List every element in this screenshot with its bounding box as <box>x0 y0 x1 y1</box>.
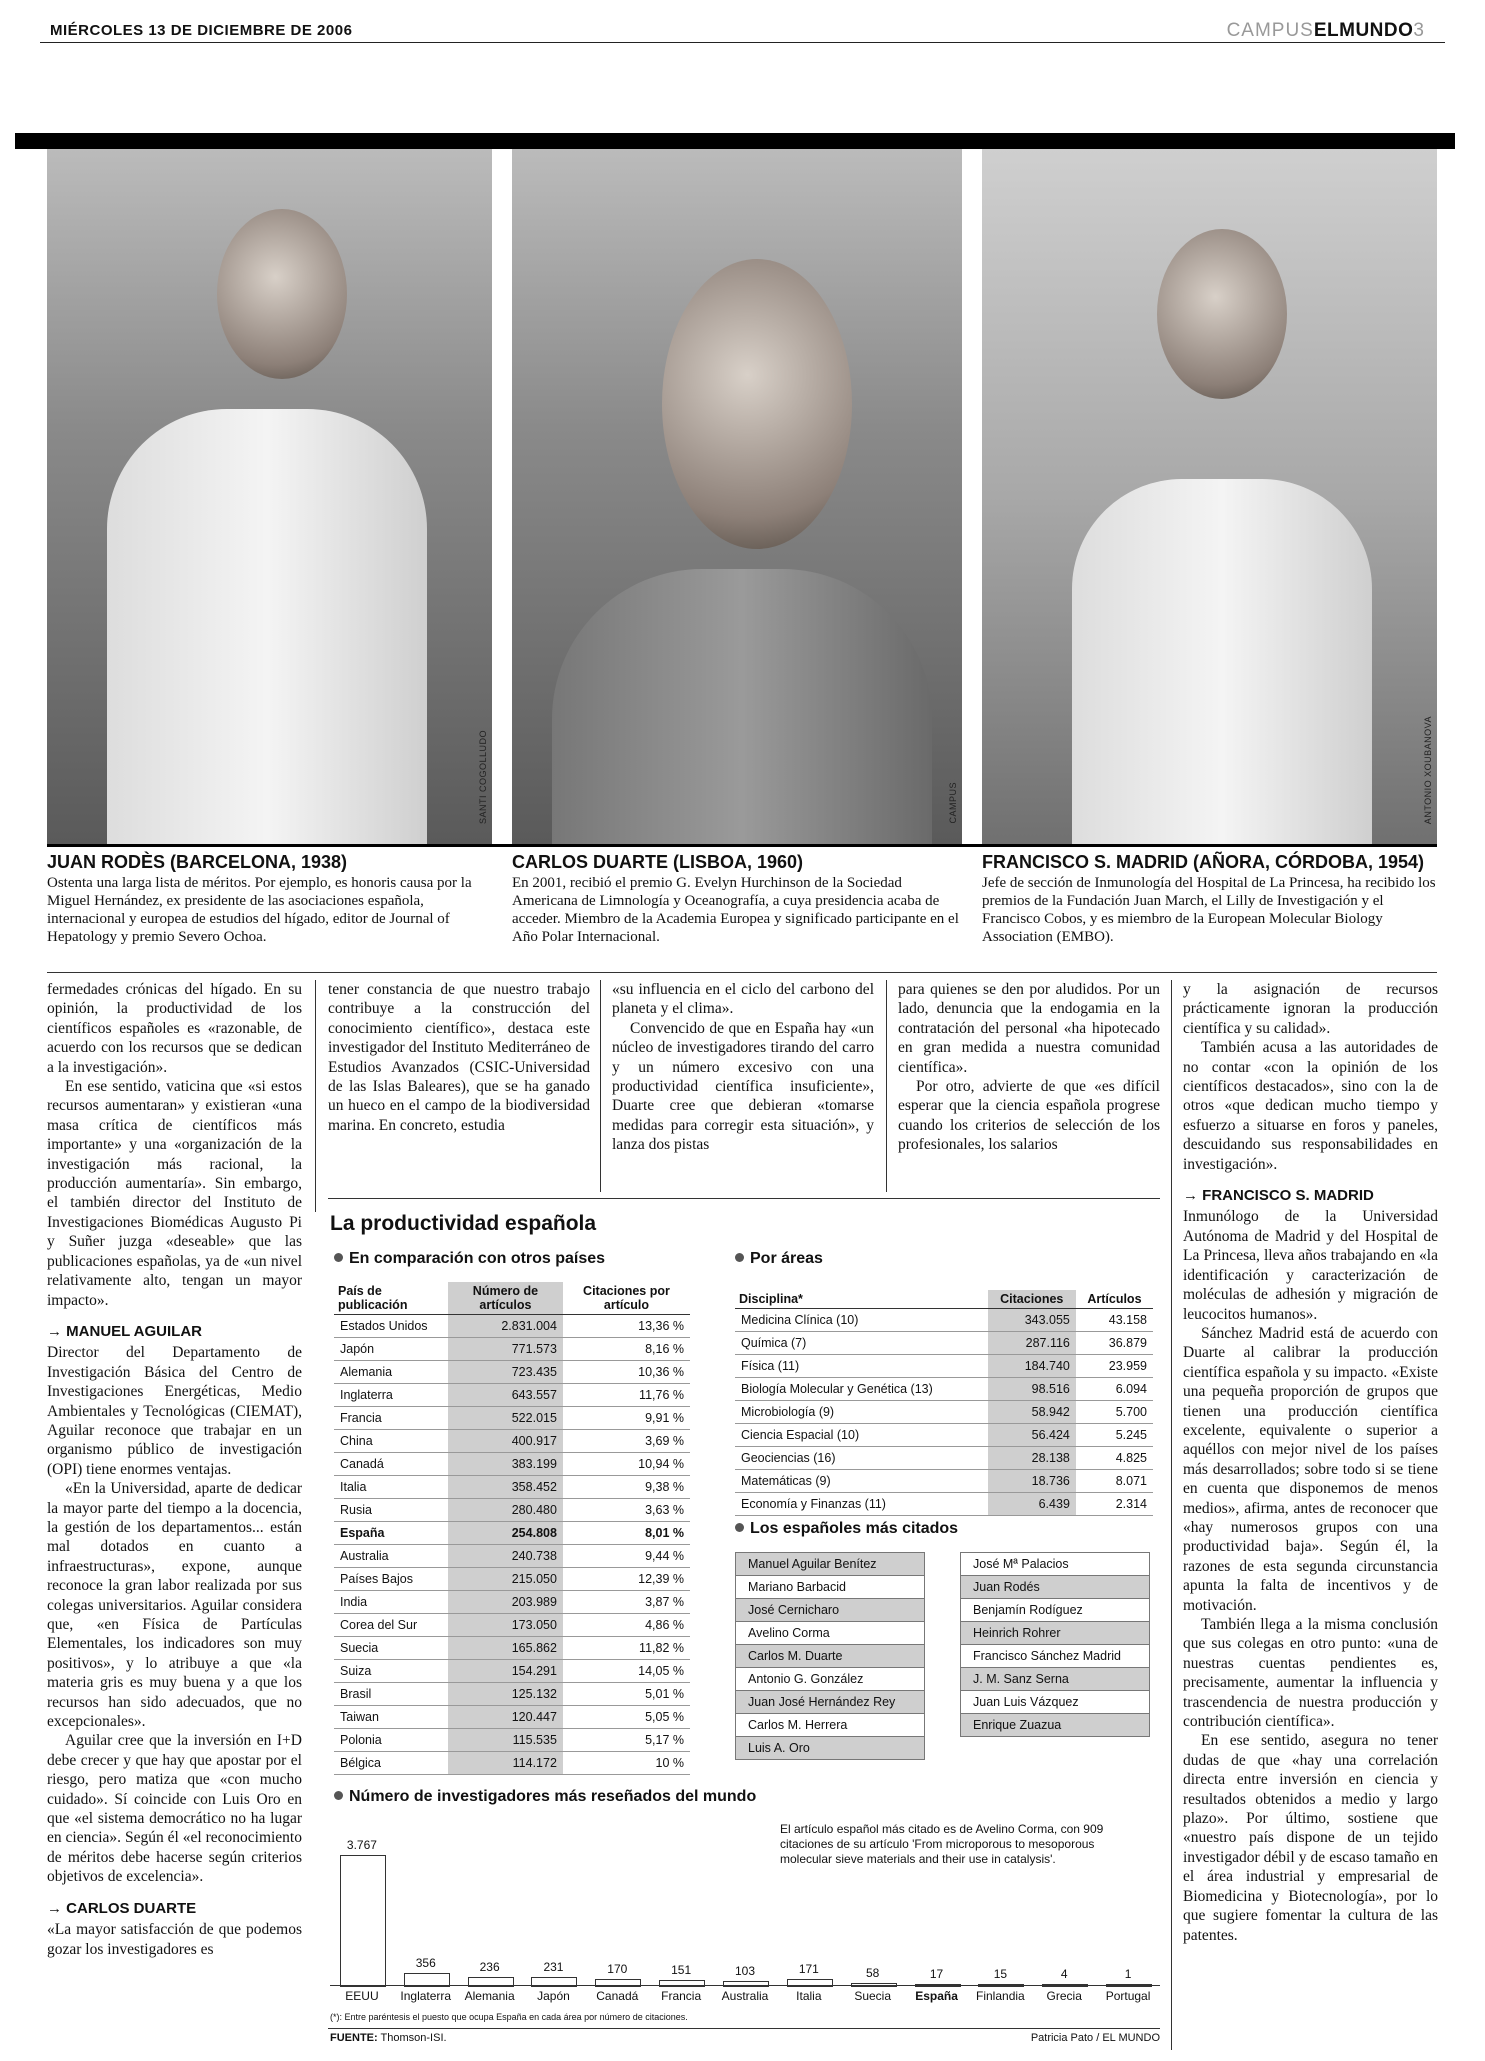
col-header: Disciplina* <box>735 1290 988 1309</box>
country-cell: Italia <box>334 1476 448 1499</box>
photo-credit: SANTI COGOLLUDO <box>478 729 488 824</box>
bar-value-label: 15 <box>993 1967 1008 1981</box>
citations-cell: 98.516 <box>988 1378 1076 1401</box>
citations-cell: 56.424 <box>988 1424 1076 1447</box>
cited-left-list <box>735 1552 925 1760</box>
researcher-name: Juan Luis Vázquez <box>961 1691 1150 1714</box>
article-column-3 <box>612 980 874 1155</box>
paragraph: También llega a la misma conclusión que sus colegas en otro punto: «una de nuestras cuentas pendientes es, precisamente, aumentar la influencia y trascendencia de nuestra producción y contribución científica». <box>1183 1616 1438 1731</box>
cited-title-text: Los españoles más citados <box>750 1520 959 1537</box>
table-row <box>735 1424 1153 1447</box>
bar-category-label: España <box>915 1989 958 2003</box>
chart-title <box>334 1788 756 1806</box>
citations-cell: 5,17 % <box>563 1729 690 1752</box>
column-rule <box>600 980 601 1192</box>
articles-cell: 723.435 <box>448 1361 563 1384</box>
page-number: 3 <box>1413 20 1425 41</box>
articles-cell: 114.172 <box>448 1752 563 1775</box>
bar-category-label: Alemania <box>464 1989 515 2003</box>
list-item <box>961 1668 1150 1691</box>
list-item <box>736 1599 925 1622</box>
country-cell: Brasil <box>334 1683 448 1706</box>
articles-cell: 4.825 <box>1076 1447 1153 1470</box>
bar-value-label: 58 <box>866 1966 880 1980</box>
source <box>330 2032 447 2044</box>
footnote: (*): Entre paréntesis el puesto que ocupa España en cada área por número de citaciones. <box>330 2012 688 2022</box>
table-row <box>334 1430 690 1453</box>
researchers-bar-chart <box>330 1830 1160 2005</box>
researcher-name: Mariano Barbacid <box>736 1576 925 1599</box>
table-row <box>735 1470 1153 1493</box>
bar-category-label: Grecia <box>1046 1989 1082 2003</box>
discipline-cell: Economía y Finanzas (11) <box>735 1493 988 1516</box>
researcher-name: Juan Rodés <box>961 1576 1150 1599</box>
country-cell: Países Bajos <box>334 1568 448 1591</box>
bar-category-label: Suecia <box>854 1989 892 2003</box>
citations-cell: 9,38 % <box>563 1476 690 1499</box>
table-row <box>735 1378 1153 1401</box>
list-item <box>736 1737 925 1760</box>
bar-value-label: 356 <box>415 1956 436 1970</box>
header-date: MIÉRCOLES 13 DE DICIEMBRE DE 2006 <box>50 22 353 39</box>
bar-category-label: Canadá <box>596 1989 639 2003</box>
table-row <box>334 1499 690 1522</box>
country-cell: Bélgica <box>334 1752 448 1775</box>
bar-category-label: Portugal <box>1105 1989 1151 2003</box>
researcher-name: Luis A. Oro <box>736 1737 925 1760</box>
table-row <box>334 1315 690 1338</box>
citations-cell: 10 % <box>563 1752 690 1775</box>
chart-title-text: Número de investigadores más reseñados del mundo <box>349 1788 757 1805</box>
researcher-name: Juan José Hernández Rey <box>736 1691 925 1714</box>
bar-australia <box>723 1981 769 1987</box>
infographic-bottom-rule <box>328 2028 1160 2029</box>
brand-elmundo: ELMUNDO <box>1313 20 1414 41</box>
country-cell: Taiwan <box>334 1706 448 1729</box>
paragraph: «su influencia en el ciclo del carbono del planeta y el clima». <box>612 981 874 1018</box>
table-row <box>334 1706 690 1729</box>
article-column-4 <box>898 980 1160 1155</box>
paragraph: y la asignación de recursos prácticamente ignoran la producción científica y su calidad». <box>1183 981 1438 1037</box>
table-row <box>334 1361 690 1384</box>
country-cell: Corea del Sur <box>334 1614 448 1637</box>
list-item <box>961 1714 1150 1737</box>
source-value: Thomson-ISI. <box>380 2032 447 2044</box>
articles-cell: 358.452 <box>448 1476 563 1499</box>
caption-text-2: En 2001, recibió el premio G. Evelyn Hurchinson de la Sociedad Americana de Limnología y Oceanografía, a cuya presidencia acaba de acceder. Miembro de la Academia Europea y significado participante en el Año Polar Internacional. <box>512 875 959 945</box>
citations-cell: 5,05 % <box>563 1706 690 1729</box>
col-header: País de publicación <box>334 1282 448 1315</box>
citations-cell: 9,44 % <box>563 1545 690 1568</box>
list-item <box>736 1668 925 1691</box>
citations-cell: 58.942 <box>988 1401 1076 1424</box>
citations-cell: 12,39 % <box>563 1568 690 1591</box>
citations-cell: 9,91 % <box>563 1407 690 1430</box>
table-row <box>334 1637 690 1660</box>
country-cell: España <box>334 1522 448 1545</box>
articles-cell: 254.808 <box>448 1522 563 1545</box>
paragraph: En ese sentido, vaticina que «si estos recursos aumentaran» y existieran «una masa crítica de científicos más importante» y una «organización de la investigación más racional, la producción aumentaría». Sin embargo, el también director del Instituto de Investigaciones Biomédicas Augusto Pi y Suñer juzga «deseable» que las publicaciones españolas, ya de «un nivel relativamente alto, tengan un mayor impacto». <box>47 1078 302 1309</box>
articles-cell: 120.447 <box>448 1706 563 1729</box>
bar-category-label: EEUU <box>345 1989 379 2003</box>
researcher-name: José Mª Palacios <box>961 1553 1150 1576</box>
countries-title <box>334 1250 605 1268</box>
country-cell: Canadá <box>334 1453 448 1476</box>
subhead-carlos-duarte: → CARLOS DUARTE <box>47 1899 197 1917</box>
citations-cell: 18.736 <box>988 1470 1076 1493</box>
countries-title-text: En comparación con otros países <box>349 1250 606 1267</box>
caption-text-3: Jefe de sección de Inmunología del Hospital de La Princesa, ha recibido los premios de la Fundación Juan March, el Lilly de Investigación y el Francisco Cobos, y es miembro de la European Molecular Biology Association (EMBO). <box>982 875 1436 945</box>
articles-cell: 125.132 <box>448 1683 563 1706</box>
researcher-name: Avelino Corma <box>736 1622 925 1645</box>
citations-cell: 3,69 % <box>563 1430 690 1453</box>
researcher-name: Manuel Aguilar Benítez <box>736 1553 925 1576</box>
table-row <box>735 1355 1153 1378</box>
articles-cell: 203.989 <box>448 1591 563 1614</box>
paragraph: Por otro, advierte de que «es difícil esperar que la ciencia española progrese cuando los criterios de selección de los profesionales, los salarios <box>898 1078 1160 1154</box>
discipline-cell: Química (7) <box>735 1332 988 1355</box>
col-header: Número de artículos <box>448 1282 563 1315</box>
col-header: Artículos <box>1076 1290 1153 1309</box>
infographic-top-rule <box>328 1198 1160 1199</box>
articles-cell: 173.050 <box>448 1614 563 1637</box>
table-row <box>735 1401 1153 1424</box>
subhead-manuel-aguilar: → MANUEL AGUILAR <box>47 1322 202 1340</box>
citations-cell: 343.055 <box>988 1309 1076 1332</box>
table-row <box>334 1568 690 1591</box>
citations-cell: 5,01 % <box>563 1683 690 1706</box>
graphic-credit: Patricia Pato / EL MUNDO <box>1030 2032 1160 2044</box>
citations-cell: 11,76 % <box>563 1384 690 1407</box>
bar-eeuu <box>340 1855 386 1987</box>
bullet-icon <box>735 1253 744 1262</box>
chart-note: El artículo español más citado es de Avelino Corma, con 909 citaciones de su artículo 'From microporous to mesoporous molecular sieve materials and their use in catalysis'. <box>780 1822 1104 1866</box>
photo-juan-rodes <box>47 149 492 844</box>
bullet-icon <box>334 1253 343 1262</box>
country-cell: Australia <box>334 1545 448 1568</box>
articles-cell: 643.557 <box>448 1384 563 1407</box>
country-cell: India <box>334 1591 448 1614</box>
paragraph: Inmunólogo de la Universidad Autónoma de Madrid y del Hospital de La Princesa, lleva años trabajando en «la identificación y caracterización de moléculas de adhesión y migración de leucocitos humanos». <box>1183 1208 1438 1323</box>
articles-cell: 154.291 <box>448 1660 563 1683</box>
discipline-cell: Medicina Clínica (10) <box>735 1309 988 1332</box>
table-row <box>334 1752 690 1775</box>
researcher-name: Enrique Zuazua <box>961 1714 1150 1737</box>
caption-name-3: FRANCISCO S. MADRID (AÑORA, CÓRDOBA, 1954) <box>982 852 1425 872</box>
articles-cell: 383.199 <box>448 1453 563 1476</box>
photo-bottom-rule <box>47 844 1437 847</box>
caption-name-1: JUAN RODÈS (BARCELONA, 1938) <box>47 852 348 872</box>
bar-category-label: Italia <box>796 1989 822 2003</box>
table-row <box>334 1338 690 1361</box>
paragraph: tener constancia de que nuestro trabajo contribuye a la construcción del conocimiento científico», destaca este investigador del Instituto Mediterráneo de Estudios Avanzados (CSIC-Universidad de las Islas Baleares), que se ha ganado un hueco en el campo de la biodiversidad marina. En concreto, estudia <box>328 981 590 1134</box>
articles-cell: 23.959 <box>1076 1355 1153 1378</box>
table-row <box>735 1309 1153 1332</box>
list-item <box>961 1553 1150 1576</box>
country-cell: Rusia <box>334 1499 448 1522</box>
bar-value-label: 17 <box>929 1967 944 1981</box>
articles-cell: 280.480 <box>448 1499 563 1522</box>
citations-cell: 184.740 <box>988 1355 1076 1378</box>
articles-cell: 400.917 <box>448 1430 563 1453</box>
header-rule <box>40 42 1445 43</box>
articles-cell: 522.015 <box>448 1407 563 1430</box>
source-label: FUENTE: <box>330 2032 378 2044</box>
articles-cell: 2.314 <box>1076 1493 1153 1516</box>
photo-credit: CAMPUS <box>948 782 958 824</box>
citations-cell: 4,86 % <box>563 1614 690 1637</box>
researcher-name: J. M. Sanz Serna <box>961 1668 1150 1691</box>
citations-cell: 13,36 % <box>563 1315 690 1338</box>
country-cell: Japón <box>334 1338 448 1361</box>
citations-cell: 8,16 % <box>563 1338 690 1361</box>
chart-baseline <box>330 1985 1160 1986</box>
bullet-icon <box>334 1791 343 1800</box>
researcher-name: Carlos M. Herrera <box>736 1714 925 1737</box>
bar-value-label: 236 <box>479 1960 500 1974</box>
articles-cell: 115.535 <box>448 1729 563 1752</box>
paragraph: «En la Universidad, aparte de dedicar la mayor parte del tiempo a la docencia, la gestión de los departamentos... están mal dotados en cuanto a infraestructuras», expone, aunque reconoce la gran labor realizada por sus colegas universitarios. Aguilar considera que, «en Física de Partículas Elementales, los indicadores son muy positivos», y lo atribuye a que «la materia gris es muy buena y a que los recursos han sido adecuados, que no excepcionales». <box>47 1480 302 1731</box>
country-cell: Suecia <box>334 1637 448 1660</box>
list-item <box>736 1714 925 1737</box>
articles-cell: 5.245 <box>1076 1424 1153 1447</box>
cited-right-list <box>960 1552 1150 1737</box>
column-rule <box>886 980 887 1192</box>
table-row <box>334 1660 690 1683</box>
bar-category-label: Australia <box>721 1989 769 2003</box>
column-rule <box>315 980 316 1212</box>
areas-title <box>735 1250 823 1268</box>
paragraph: Convencido de que en España hay «un núcleo de investigadores tirando del carro y un número excesivo con una productividad científica insuficiente», Duarte cree que debieran «tomarse medidas para corregir esta situación», y lanza dos pistas <box>612 1019 874 1154</box>
bar-value-label: 231 <box>543 1960 564 1974</box>
list-item <box>961 1645 1150 1668</box>
caption-name-2: CARLOS DUARTE (LISBOA, 1960) <box>512 852 804 872</box>
brand-campus: CAMPUS <box>1226 20 1314 41</box>
table-row <box>735 1332 1153 1355</box>
photo-francisco-madrid <box>982 149 1437 844</box>
articles-cell: 2.831.004 <box>448 1315 563 1338</box>
citations-cell: 14,05 % <box>563 1660 690 1683</box>
list-item <box>961 1622 1150 1645</box>
articles-cell: 36.879 <box>1076 1332 1153 1355</box>
researcher-name: José Cernicharo <box>736 1599 925 1622</box>
articles-cell: 165.862 <box>448 1637 563 1660</box>
bar-value-label: 151 <box>671 1963 692 1977</box>
country-cell: Polonia <box>334 1729 448 1752</box>
citations-cell: 287.116 <box>988 1332 1076 1355</box>
articles-cell: 240.738 <box>448 1545 563 1568</box>
list-item <box>961 1691 1150 1714</box>
caption-text-1: Ostenta una larga lista de méritos. Por ejemplo, es honoris causa por la Miguel Hernández, ex presidente de las asociaciones española, internacional y europea de estudios del hígado, editor de Journal of Hepatology y premio Severo Ochoa. <box>47 875 472 945</box>
country-cell: Alemania <box>334 1361 448 1384</box>
bar-category-label: Francia <box>661 1989 702 2003</box>
paragraph: para quienes se den por aludidos. Por un lado, denuncia que la endogamia en la contratación del personal «ha hipotecado en gran medida a nuestra comunidad científica». <box>898 981 1160 1076</box>
subhead-francisco-madrid: → FRANCISCO S. MADRID <box>1183 1187 1374 1205</box>
table-row <box>735 1447 1153 1470</box>
list-item <box>736 1622 925 1645</box>
bar-value-label: 170 <box>607 1962 628 1976</box>
infographic-title: La productividad española <box>330 1212 597 1235</box>
citations-cell: 11,82 % <box>563 1637 690 1660</box>
researcher-name: Heinrich Rohrer <box>961 1622 1150 1645</box>
citations-cell: 10,94 % <box>563 1453 690 1476</box>
researcher-name: Francisco Sánchez Madrid <box>961 1645 1150 1668</box>
country-cell: China <box>334 1430 448 1453</box>
areas-table <box>735 1290 1153 1516</box>
researcher-name: Carlos M. Duarte <box>736 1645 925 1668</box>
table-row <box>334 1591 690 1614</box>
article-column-5 <box>1183 980 1438 1945</box>
discipline-cell: Geociencias (16) <box>735 1447 988 1470</box>
paragraph: «La mayor satisfacción de que podemos gozar los investigadores es <box>47 1921 302 1958</box>
list-item <box>736 1576 925 1599</box>
table-row <box>334 1407 690 1430</box>
researcher-name: Antonio G. González <box>736 1668 925 1691</box>
citations-cell: 8,01 % <box>563 1522 690 1545</box>
photo-credit: ANTONIO XOUBANOVA <box>1423 715 1433 824</box>
researcher-name: Benjamín Rodíguez <box>961 1599 1150 1622</box>
table-row <box>334 1384 690 1407</box>
list-item <box>961 1599 1150 1622</box>
list-item <box>736 1691 925 1714</box>
table-row <box>334 1545 690 1568</box>
discipline-cell: Matemáticas (9) <box>735 1470 988 1493</box>
list-item <box>736 1553 925 1576</box>
table-row <box>334 1476 690 1499</box>
discipline-cell: Microbiología (9) <box>735 1401 988 1424</box>
bar-category-label: Inglaterra <box>400 1989 452 2003</box>
articles-cell: 5.700 <box>1076 1401 1153 1424</box>
table-row <box>334 1614 690 1637</box>
bar-category-label: Finlandia <box>976 1989 1025 2003</box>
areas-title-text: Por áreas <box>750 1250 823 1267</box>
bar-value-label: 103 <box>734 1964 756 1978</box>
header-brand <box>1227 20 1425 42</box>
citations-cell: 28.138 <box>988 1447 1076 1470</box>
col-header: Citaciones por artículo <box>563 1282 690 1315</box>
list-item <box>961 1576 1150 1599</box>
articles-cell: 6.094 <box>1076 1378 1153 1401</box>
table-row <box>334 1729 690 1752</box>
countries-table <box>334 1282 690 1775</box>
table-row <box>334 1522 690 1545</box>
list-item <box>736 1645 925 1668</box>
country-cell: Estados Unidos <box>334 1315 448 1338</box>
discipline-cell: Ciencia Espacial (10) <box>735 1424 988 1447</box>
bar-value-label: 3.767 <box>346 1838 377 1852</box>
paragraph: Aguilar cree que la inversión en I+D debe crecer y que hay que apostar por el riesgo, pero matiza que «con mucho cuidado». Sí coincide con Luis Oro en que «el sistema democrático no ha lugar en ciencia». Según él «el reconocimiento de méritos debe hacerse según criterios objetivos de excelencia». <box>47 1732 302 1886</box>
paragraph: En ese sentido, asegura no tener dudas de que «hay una correlación directa entre inversión en ciencia y resultados obtenidos a medio y largo plazo». Por último, sostiene que «nuestro país dispone de un tejido investigador débil y de escaso tamaño en el área industrial y empresarial de Biomedicina y Biotecnología», por lo que sugiere fomentar la cultura de las patentes. <box>1183 1732 1438 1944</box>
column-rule <box>1171 980 1172 2050</box>
bar-value-label: 1 <box>1124 1967 1132 1981</box>
paragraph: fermedades crónicas del hígado. En su opinión, la productividad de los científicos españoles es «razonable, de acuerdo con los recursos que se dedican a la investigación». <box>47 981 302 1076</box>
country-cell: Francia <box>334 1407 448 1430</box>
discipline-cell: Biología Molecular y Genética (13) <box>735 1378 988 1401</box>
articles-cell: 215.050 <box>448 1568 563 1591</box>
articles-cell: 43.158 <box>1076 1309 1153 1332</box>
citations-cell: 10,36 % <box>563 1361 690 1384</box>
discipline-cell: Física (11) <box>735 1355 988 1378</box>
country-cell: Inglaterra <box>334 1384 448 1407</box>
articles-cell: 8.071 <box>1076 1470 1153 1493</box>
citations-cell: 6.439 <box>988 1493 1076 1516</box>
article-column-2 <box>328 980 590 1135</box>
bullet-icon <box>735 1523 744 1532</box>
paragraph: Sánchez Madrid está de acuerdo con Duarte al calibrar la producción científica española y su impacto. «Existe una pequeña proporción de grupos que tienen una producción científica excelente, equivalente o superior a aquéllos con mejor nivel de los países más desarrollados; sobre todo si se tiene en cuenta que disponemos de menos medios», afirma, antes de reconocer que «hay numerosos grupos con una productividad baja». Según él, la razones de esta segunda circunstancia apunta la falta de incentivos y de motivación. <box>1183 1324 1438 1614</box>
table-row <box>735 1493 1153 1516</box>
article-column-1 <box>47 980 302 1959</box>
caption-rule <box>47 972 1437 973</box>
col-header: Citaciones <box>988 1290 1076 1309</box>
country-cell: Suiza <box>334 1660 448 1683</box>
bar-value-label: 171 <box>798 1962 819 1976</box>
section-bar <box>15 133 1455 149</box>
citations-cell: 3,63 % <box>563 1499 690 1522</box>
cited-title <box>735 1520 958 1538</box>
paragraph: Director del Departamento de Investigación Básica del Centro de Investigaciones Energéticas, Medio Ambientales y Tecnológicas (CIEMAT), Aguilar reconoce que trabajar en un organismo público de investigación (OPI) tiene enormes ventajas. <box>47 1344 302 1478</box>
table-row <box>334 1453 690 1476</box>
articles-cell: 771.573 <box>448 1338 563 1361</box>
paragraph: También acusa a las autoridades de no contar «con la opinión de los científicos destacados», sino con la de otros «que dedican mucho tiempo y esfuerzo a situarse en foros y paneles, descuidando sus responsabilidades en investigación». <box>1183 1039 1438 1173</box>
citations-cell: 3,87 % <box>563 1591 690 1614</box>
photo-carlos-duarte <box>512 149 962 844</box>
bar-value-label: 4 <box>1060 1967 1068 1981</box>
bar-category-label: Japón <box>537 1989 570 2003</box>
table-row <box>334 1683 690 1706</box>
